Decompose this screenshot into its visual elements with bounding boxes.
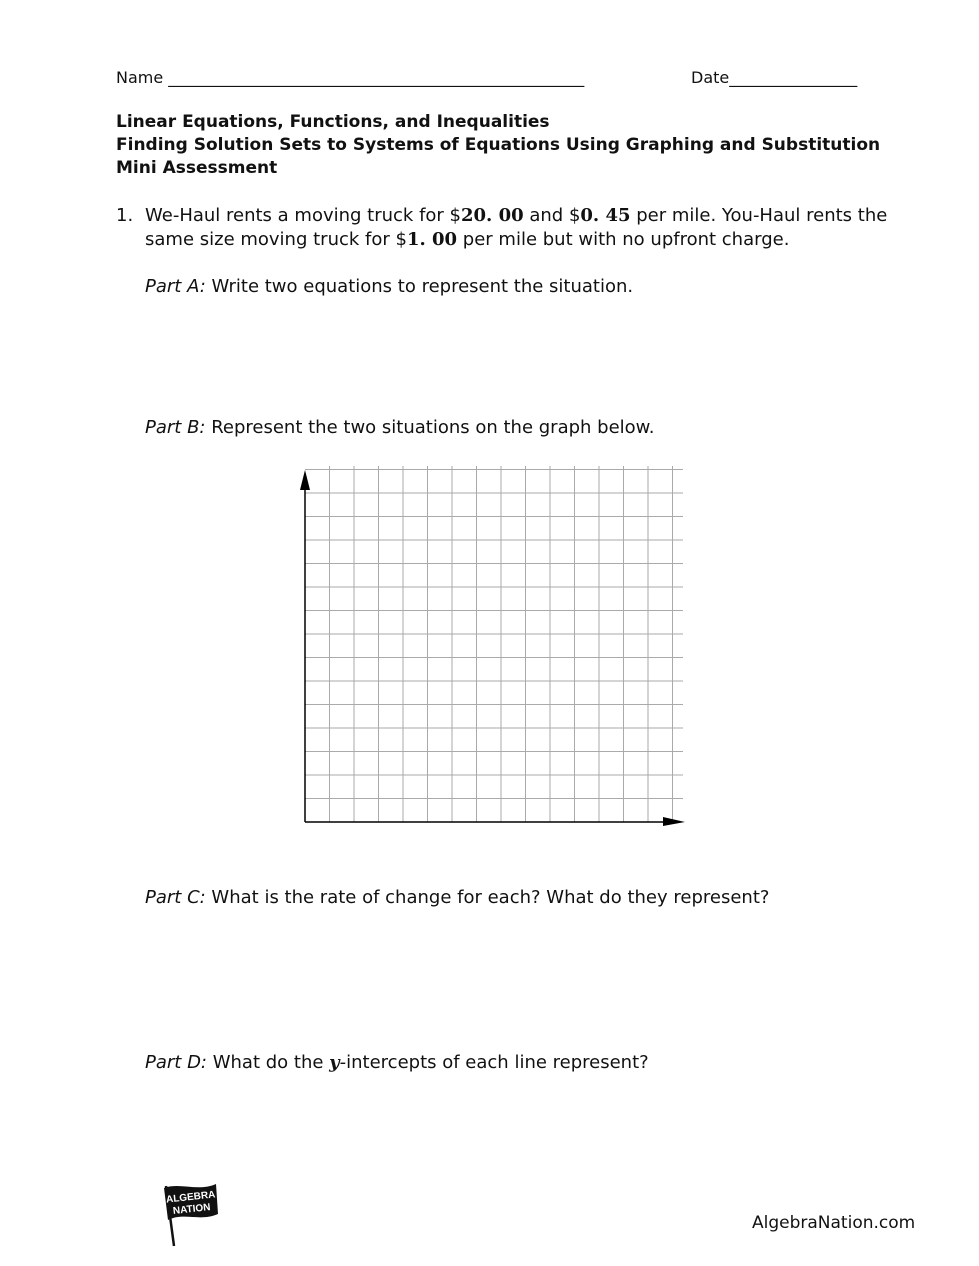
part-c-label: Part C: xyxy=(145,887,206,908)
price-we-haul-mile: 0. 45 xyxy=(580,205,631,226)
name-line xyxy=(116,68,584,87)
question-text: We-Haul rents a moving truck for $ xyxy=(145,205,461,226)
part-d xyxy=(145,1051,649,1075)
title-line-2: Finding Solution Sets to Systems of Equations Using Graphing and Substitution xyxy=(116,135,881,155)
x-axis-arrow-icon xyxy=(663,817,685,826)
title-line-3: Mini Assessment xyxy=(116,158,278,178)
part-a xyxy=(145,275,633,299)
price-you-haul-mile: 1. 00 xyxy=(406,229,458,250)
part-d-label: Part D: xyxy=(145,1052,207,1073)
question-number: 1. xyxy=(116,205,134,226)
question-text: and $ xyxy=(523,205,581,226)
part-b-label: Part B: xyxy=(145,417,206,438)
question-line-2 xyxy=(145,228,789,252)
name-blank[interactable]: ____________________________________________________ xyxy=(168,68,585,87)
part-d-text: -intercepts of each line represent? xyxy=(339,1052,649,1073)
title-line-1: Linear Equations, Functions, and Inequalities xyxy=(116,112,550,132)
variable-y: y xyxy=(329,1052,340,1073)
question-text: per mile but with no upfront charge. xyxy=(457,229,790,250)
title-block xyxy=(116,111,880,180)
part-c xyxy=(145,886,769,910)
logo-text-1: ALGEBRA xyxy=(165,1189,216,1206)
part-a-text: Write two equations to represent the situation. xyxy=(205,276,634,297)
algebra-nation-logo xyxy=(158,1180,224,1250)
date-label: Date xyxy=(691,68,730,87)
part-a-label: Part A: xyxy=(145,276,206,297)
question-text: same size moving truck for $ xyxy=(145,229,407,250)
logo-text-2: NATION xyxy=(172,1202,212,1217)
part-d-text: What do the xyxy=(207,1052,330,1073)
question-line-1 xyxy=(145,204,887,228)
part-b-text: Represent the two situations on the graph below. xyxy=(205,417,655,438)
name-label: Name xyxy=(116,68,164,87)
price-we-haul-base: 20. 00 xyxy=(461,205,524,226)
date-line xyxy=(691,68,857,87)
grid-lines xyxy=(305,466,683,822)
date-blank[interactable]: ________________ xyxy=(729,68,858,87)
site-link[interactable]: AlgebraNation.com xyxy=(752,1213,916,1233)
y-axis-arrow-icon xyxy=(300,470,310,490)
question-text: per mile. You-Haul rents the xyxy=(630,205,888,226)
part-c-text: What is the rate of change for each? What do they represent? xyxy=(205,887,770,908)
coordinate-graph[interactable] xyxy=(290,462,690,832)
part-b xyxy=(145,416,654,440)
